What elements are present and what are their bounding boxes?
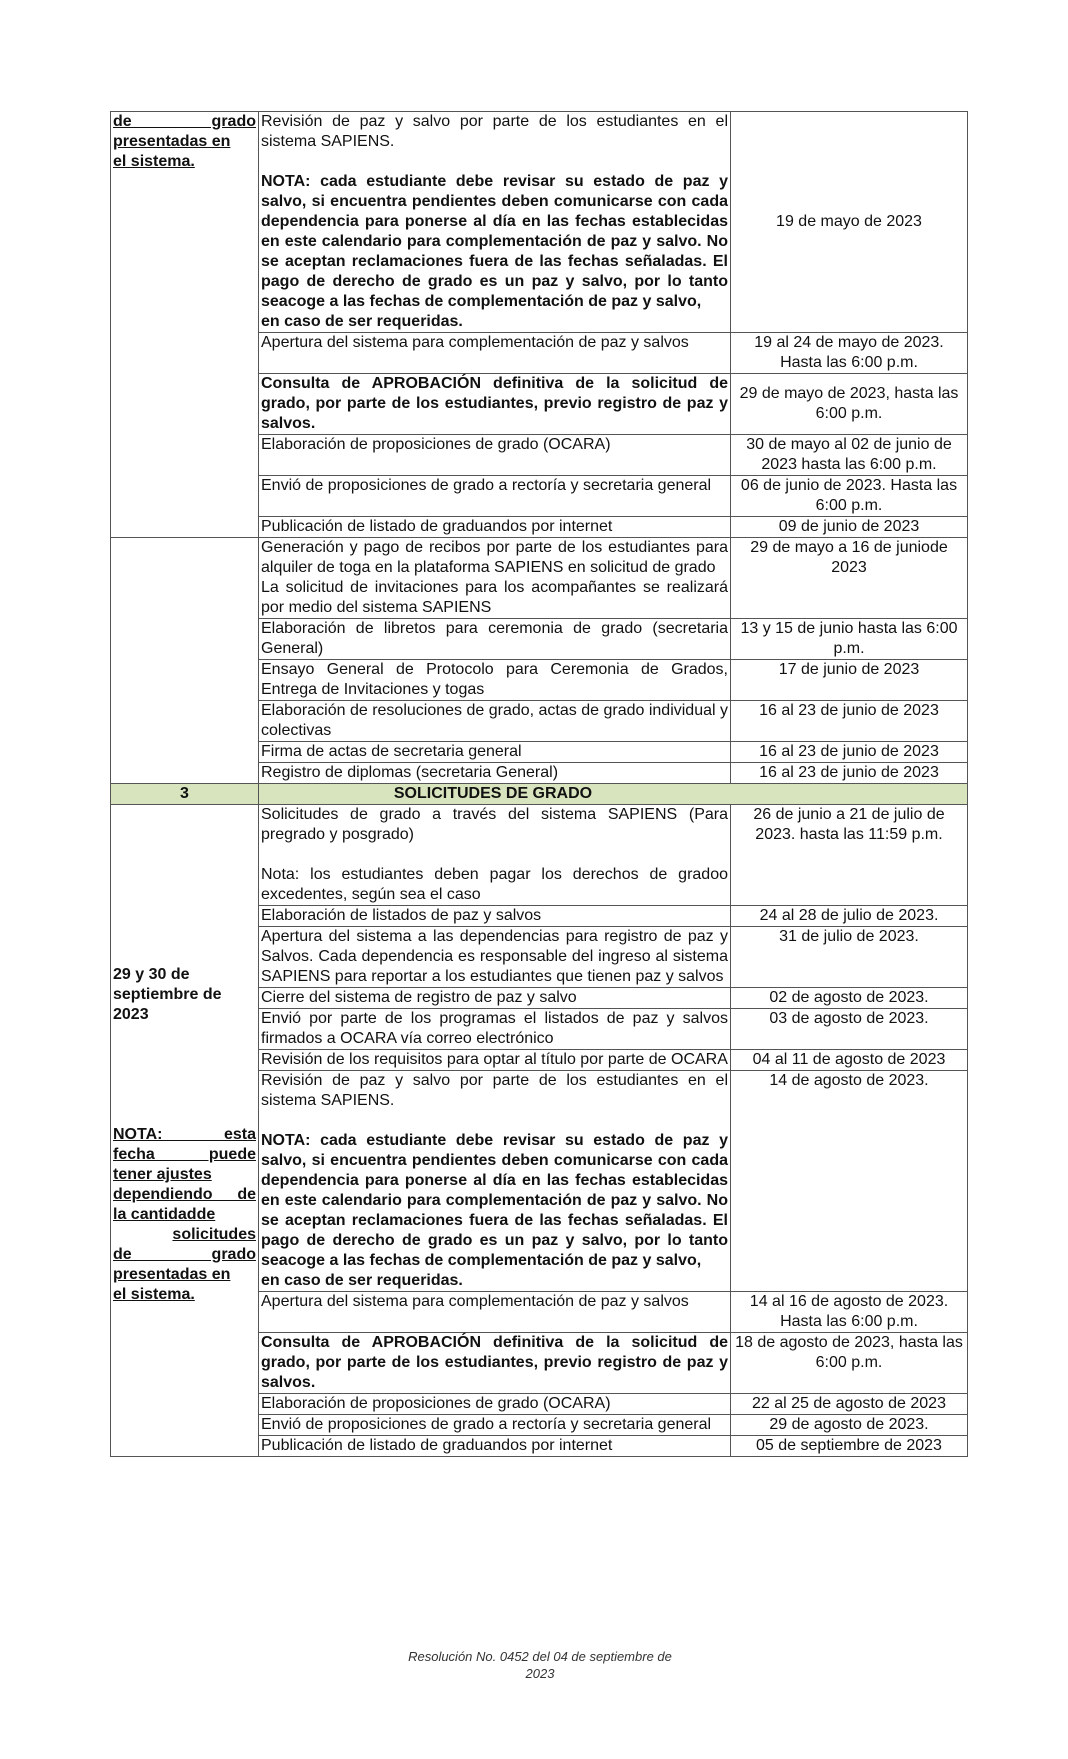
block1-left-note: de grado presentadas en el sistema. — [111, 112, 259, 538]
date-cell: 29 de agosto de 2023. — [731, 1415, 968, 1436]
activity-cell: Publicación de listado de graduandos por internet — [259, 1436, 731, 1457]
activity-cell: Apertura del sistema para complementación de paz y salvos — [259, 1292, 731, 1333]
nota-text: NOTA: cada estudiante debe revisar su estado de paz y salvo, si encuentra pendientes deben comunicarse con cada dependencia para ponerse al día en las fechas establecidas en este calendario para complementación de paz y salvo. No se aceptan reclamaciones fuera de las fechas señaladas. El pago de derecho de grado es un paz y salvo, por lo tanto seacoge a las fechas de complementación de paz y salvo, — [261, 1132, 728, 1269]
activity-cell: Elaboración de proposiciones de grado (OCARA) — [259, 1394, 731, 1415]
table-row — [111, 538, 968, 619]
footer-resolution: Resolución No. 0452 del 04 de septiembre de — [408, 1649, 672, 1664]
activity-cell: Revisión de paz y salvo por parte de los estudiantes en el sistema SAPIENS. NOTA: cada estudiante debe revisar su estado de paz y salvo, si encuentra pendientes deben comunicarse con cada dependencia para ponerse al día en las fechas establecidas en este calendario para complementación de paz y salvo. No se aceptan reclamaciones fuera de las fechas señaladas. El pago de derecho de grado es un paz y salvo, por lo tanto seacoge a las fechas de complementación de paz y salvo, en caso de ser requeridas. — [259, 112, 731, 333]
activity-cell: Elaboración de resoluciones de grado, actas de grado individual y colectivas — [259, 701, 731, 742]
date-cell: 04 al 11 de agosto de 2023 — [731, 1050, 968, 1071]
page-footer — [380, 1648, 700, 1682]
date-cell: 16 al 23 de junio de 2023 — [731, 763, 968, 784]
calendar-table — [110, 111, 968, 1457]
date-cell: 02 de agosto de 2023. — [731, 988, 968, 1009]
date-cell: 16 al 23 de junio de 2023 — [731, 742, 968, 763]
date-cell: 17 de junio de 2023 — [731, 660, 968, 701]
date-cell: 24 al 28 de julio de 2023. — [731, 906, 968, 927]
table-row — [111, 805, 968, 906]
block2-left-empty — [111, 538, 259, 784]
activity-cell: Elaboración de proposiciones de grado (OCARA) — [259, 435, 731, 476]
activity-cell: Cierre del sistema de registro de paz y salvo — [259, 988, 731, 1009]
section-title: SOLICITUDES DE GRADO — [259, 784, 968, 805]
activity-cell: Solicitudes de grado a través del sistema SAPIENS (Para pregrado y posgrado) Nota: los estudiantes deben pagar los derechos de gradoo excedentes, según sea el caso — [259, 805, 731, 906]
date-cell: 16 al 23 de junio de 2023 — [731, 701, 968, 742]
date-cell: 26 de junio a 21 de julio de 2023. hasta las 11:59 p.m. — [731, 805, 968, 906]
block3-left-cell: 29 y 30 de septiembre de 2023 NOTA: esta fecha puede tener ajustes dependiendo de la cantidadde solicitudes de grado presentadas en el sistema. — [111, 805, 259, 1457]
activity-cell: Generación y pago de recibos por parte de los estudiantes para alquiler de toga en la plataforma SAPIENS en solicitud de grado La solicitud de invitaciones para los acompañantes se realizará por medio del sistema SAPIENS — [259, 538, 731, 619]
activity-cell: Elaboración de libretos para ceremonia de grado (secretaria General) — [259, 619, 731, 660]
section-header-row — [111, 784, 968, 805]
date-cell: 14 al 16 de agosto de 2023. Hasta las 6:00 p.m. — [731, 1292, 968, 1333]
activity-cell: Consulta de APROBACIÓN definitiva de la solicitud de grado, por parte de los estudiantes, previo registro de paz y salvos. — [259, 1333, 731, 1394]
date-cell: 14 de agosto de 2023. — [731, 1071, 968, 1292]
activity-cell: Registro de diplomas (secretaria General) — [259, 763, 731, 784]
ceremony-date: 29 y 30 de septiembre de 2023 — [113, 966, 222, 1023]
date-cell: 05 de septiembre de 2023 — [731, 1436, 968, 1457]
date-cell: 18 de agosto de 2023, hasta las 6:00 p.m. — [731, 1333, 968, 1394]
date-cell: 29 de mayo de 2023, hasta las 6:00 p.m. — [731, 374, 968, 435]
date-cell: 22 al 25 de agosto de 2023 — [731, 1394, 968, 1415]
footer-year: 2023 — [525, 1666, 555, 1681]
activity-cell: Publicación de listado de graduandos por internet — [259, 517, 731, 538]
table-row — [111, 112, 968, 333]
date-cell: 19 de mayo de 2023 — [731, 112, 968, 333]
activity-cell: Envió de proposiciones de grado a rectoría y secretaria general — [259, 476, 731, 517]
activity-cell: Revisión de paz y salvo por parte de los estudiantes en el sistema SAPIENS. NOTA: cada estudiante debe revisar su estado de paz y salvo, si encuentra pendientes deben comunicarse con cada dependencia para ponerse al día en las fechas establecidas en este calendario para complementación de paz y salvo. No se aceptan reclamaciones fuera de las fechas señaladas. El pago de derecho de grado es un paz y salvo, por lo tanto seacoge a las fechas de complementación de paz y salvo, en caso de ser requeridas. — [259, 1071, 731, 1292]
activity-cell: Elaboración de listados de paz y salvos — [259, 906, 731, 927]
date-cell: 13 y 15 de junio hasta las 6:00 p.m. — [731, 619, 968, 660]
activity-cell: Apertura del sistema para complementación de paz y salvos — [259, 333, 731, 374]
activity-cell: Firma de actas de secretaria general — [259, 742, 731, 763]
nota-text: NOTA: cada estudiante debe revisar su estado de paz y salvo, si encuentra pendientes deben comunicarse con cada dependencia para ponerse al día en las fechas establecidas en este calendario para complementación de paz y salvo. No se aceptan reclamaciones fuera de las fechas señaladas. El pago de derecho de grado es un paz y salvo, por lo tanto seacoge a las fechas de complementación de paz y salvo, — [261, 173, 728, 310]
date-cell: 31 de julio de 2023. — [731, 927, 968, 988]
activity-cell: Envió por parte de los programas el listados de paz y salvos firmados a OCARA vía correo electrónico — [259, 1009, 731, 1050]
date-cell: 09 de junio de 2023 — [731, 517, 968, 538]
activity-cell: Envió de proposiciones de grado a rectoría y secretaria general — [259, 1415, 731, 1436]
date-cell: 03 de agosto de 2023. — [731, 1009, 968, 1050]
date-cell: 19 al 24 de mayo de 2023. Hasta las 6:00 p.m. — [731, 333, 968, 374]
section-number: 3 — [111, 784, 259, 805]
date-cell: 30 de mayo al 02 de junio de 2023 hasta las 6:00 p.m. — [731, 435, 968, 476]
activity-cell: Revisión de los requisitos para optar al título por parte de OCARA — [259, 1050, 731, 1071]
date-cell: 06 de junio de 2023. Hasta las 6:00 p.m. — [731, 476, 968, 517]
date-cell: 29 de mayo a 16 de juniode 2023 — [731, 538, 968, 619]
activity-cell: Apertura del sistema a las dependencias para registro de paz y Salvos. Cada dependencia es responsable del ingreso al sistema SAPIENS para reportar a los estudiantes que tienen paz y salvos — [259, 927, 731, 988]
activity-cell: Ensayo General de Protocolo para Ceremonia de Grados, Entrega de Invitaciones y togas — [259, 660, 731, 701]
activity-cell: Consulta de APROBACIÓN definitiva de la solicitud de grado, por parte de los estudiantes, previo registro de paz y salvos. — [259, 374, 731, 435]
